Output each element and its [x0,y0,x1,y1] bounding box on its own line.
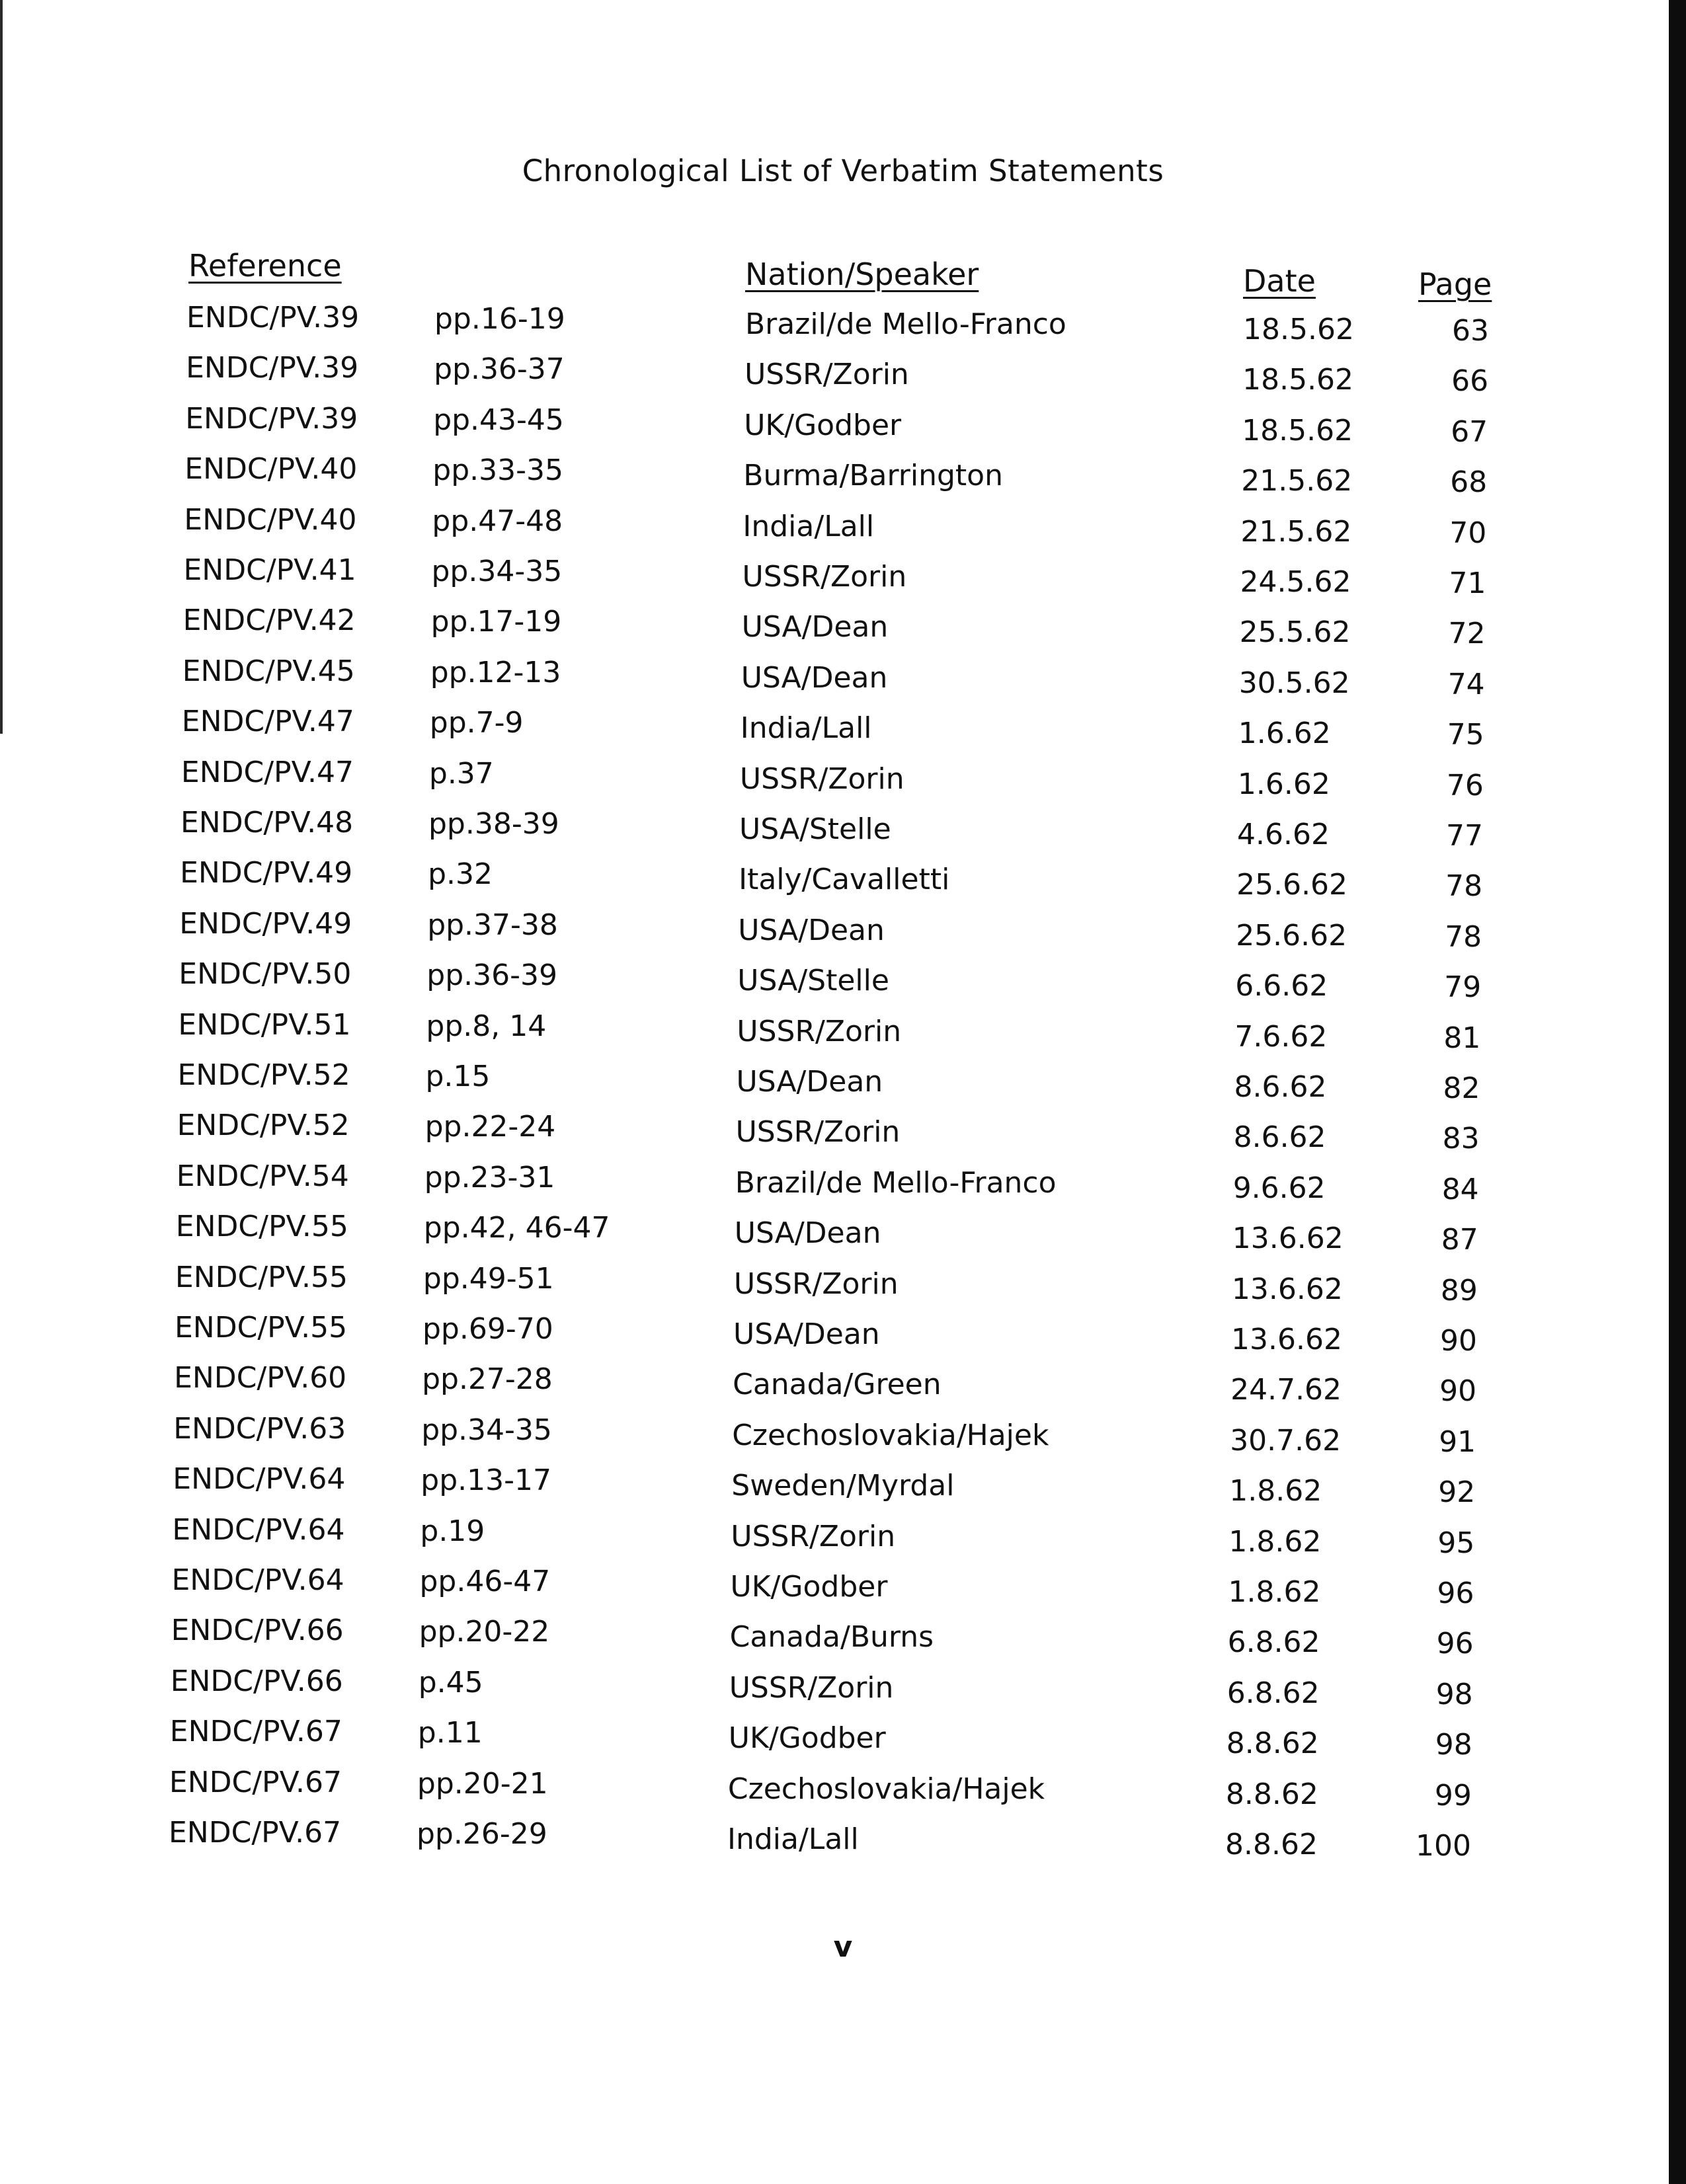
reference-cell: ENDC/PV.41 [183,553,356,587]
pages-cell: pp.26-29 [417,1817,547,1851]
page-title: Chronological List of Verbatim Statements [522,153,1164,188]
page-cell: 78 [1445,919,1482,954]
date-cell: 30.5.62 [1238,666,1350,700]
table-row [0,1614,1686,1660]
page-cell: 98 [1435,1677,1473,1711]
reference-cell: ENDC/PV.40 [184,502,357,537]
nation-speaker-cell: USA/Dean [734,1216,881,1251]
date-cell: 8.6.62 [1233,1120,1326,1155]
page-cell: 95 [1437,1526,1475,1560]
reference-cell: ENDC/PV.42 [182,604,356,638]
page-cell: 98 [1435,1728,1472,1762]
nation-speaker-cell: USSR/Zorin [739,761,904,796]
pages-cell: pp.7-9 [429,706,524,740]
table-row [0,856,1686,902]
reference-cell: ENDC/PV.52 [177,1058,350,1092]
reference-cell: ENDC/PV.39 [186,301,360,334]
date-cell: 4.6.62 [1237,818,1330,851]
nation-speaker-cell: USA/Stelle [739,812,891,846]
reference-cell: ENDC/PV.67 [169,1816,342,1850]
header-page: Page [1418,266,1492,302]
table-row [0,402,1686,448]
table-row [0,1816,1686,1862]
table-row [0,756,1686,802]
date-cell: 18.5.62 [1242,413,1353,448]
pages-cell: pp.37-38 [427,908,558,942]
page-cell: 90 [1440,1324,1477,1358]
nation-speaker-cell: USA/Dean [741,660,888,695]
table-row [0,1311,1686,1357]
date-cell: 21.5.62 [1241,464,1353,498]
reference-cell: ENDC/PV.55 [175,1210,348,1244]
page-cell: 92 [1438,1475,1476,1510]
nation-speaker-cell: India/Lall [740,711,872,746]
reference-cell: ENDC/PV.60 [174,1361,347,1395]
nation-speaker-cell: Czechoslovakia/Hajek [732,1418,1049,1452]
date-cell: 8.8.62 [1225,1828,1318,1861]
page-cell: 77 [1446,819,1483,853]
reference-cell: ENDC/PV.55 [175,1311,348,1345]
pages-cell: pp.17-19 [430,605,562,639]
pages-cell: pp.36-37 [434,352,565,387]
date-cell: 1.6.62 [1238,717,1331,751]
reference-cell: ENDC/PV.67 [169,1765,342,1799]
table-row [0,1766,1686,1812]
page-cell: 83 [1442,1122,1480,1156]
pages-cell: pp.20-22 [419,1615,550,1649]
header-nation-speaker: Nation/Speaker [745,256,979,292]
date-cell: 30.7.62 [1230,1423,1342,1458]
table-row [0,1261,1686,1307]
pages-cell: pp.47-48 [432,504,563,538]
nation-speaker-cell: USSR/Zorin [729,1670,894,1705]
reference-cell: ENDC/PV.50 [179,957,352,992]
nation-speaker-cell: UK/Godber [730,1570,888,1604]
reference-cell: ENDC/PV.45 [182,654,355,688]
page-cell: 81 [1443,1021,1481,1055]
reference-cell: ENDC/PV.63 [173,1411,346,1446]
table-row [0,1563,1686,1610]
pages-cell: p.45 [418,1665,483,1699]
nation-speaker-cell: India/Lall [743,509,875,543]
reference-cell: ENDC/PV.66 [171,1614,344,1648]
table-row [0,1008,1686,1054]
date-cell: 13.6.62 [1231,1323,1342,1356]
pages-cell: pp.34-35 [421,1413,552,1447]
page-cell: 84 [1441,1172,1479,1206]
page-cell: 74 [1447,667,1485,701]
date-cell: 21.5.62 [1240,514,1352,549]
date-cell: 13.6.62 [1232,1222,1344,1256]
pages-cell: p.32 [428,857,493,892]
pages-cell: pp.69-70 [422,1312,553,1346]
nation-speaker-cell: USA/Dean [738,913,885,947]
nation-speaker-cell: USA/Stelle [737,964,889,998]
table-row [0,1210,1686,1256]
date-cell: 1.8.62 [1228,1575,1321,1609]
reference-cell: ENDC/PV.47 [181,705,354,739]
nation-speaker-cell: UK/Godber [728,1721,886,1756]
date-cell: 6.8.62 [1226,1676,1320,1710]
pages-cell: pp.23-31 [424,1160,555,1194]
table-row [0,1159,1686,1206]
date-cell: 1.8.62 [1229,1474,1322,1508]
pages-cell: p.19 [420,1514,485,1548]
reference-cell: ENDC/PV.39 [185,401,358,436]
page-cell: 63 [1452,314,1489,348]
pages-cell: pp.42, 46-47 [423,1211,610,1245]
table-row [0,1513,1686,1559]
table-row [0,1462,1686,1508]
pages-cell: pp.22-24 [424,1110,556,1144]
reference-cell: ENDC/PV.54 [176,1159,349,1193]
pages-cell: pp.36-39 [426,958,557,993]
table-row [0,806,1686,852]
table-row [0,654,1686,701]
reference-cell: ENDC/PV.64 [172,1512,345,1547]
page-cell: 91 [1439,1424,1476,1459]
page-cell: 82 [1443,1072,1480,1105]
pages-cell: pp.43-45 [433,403,564,437]
pages-cell: pp.33-35 [432,453,563,488]
page-cell: 66 [1451,364,1489,399]
nation-speaker-cell: Brazil/de Mello-Franco [735,1165,1057,1200]
reference-cell: ENDC/PV.64 [171,1563,344,1597]
page-cell: 76 [1446,768,1484,802]
table-row [0,1664,1686,1711]
pages-cell: p.11 [417,1716,483,1750]
date-cell: 18.5.62 [1242,363,1354,397]
nation-speaker-cell: USA/Dean [741,610,889,644]
page-cell: 100 [1416,1829,1471,1863]
pages-cell: pp.34-35 [431,555,563,588]
reference-cell: ENDC/PV.39 [186,351,359,385]
reference-cell: ENDC/PV.40 [184,452,358,487]
pages-cell: p.37 [428,756,494,791]
pages-cell: pp.13-17 [421,1463,551,1498]
reference-cell: ENDC/PV.64 [173,1462,346,1497]
nation-speaker-cell: USSR/Zorin [744,358,909,392]
table-row [0,705,1686,751]
nation-speaker-cell: Brazil/de Mello-Franco [745,307,1066,341]
date-cell: 7.6.62 [1234,1019,1328,1054]
table-row [0,1058,1686,1105]
table-row [0,1412,1686,1458]
page-cell: 79 [1444,970,1482,1005]
reference-cell: ENDC/PV.49 [179,906,352,941]
page-cell: 68 [1450,465,1488,500]
reference-cell: ENDC/PV.49 [180,856,353,890]
table-row [0,301,1686,347]
pages-cell: pp.16-19 [434,302,565,336]
pages-cell: pp.8, 14 [426,1009,547,1043]
table-row [0,452,1686,498]
table-row [0,1715,1686,1761]
pages-cell: pp.49-51 [422,1261,554,1296]
reference-cell: ENDC/PV.47 [181,755,354,789]
pages-cell: pp.46-47 [419,1565,551,1598]
header-date: Date [1243,263,1316,299]
reference-cell: ENDC/PV.51 [178,1007,351,1042]
table-row [0,604,1686,650]
date-cell: 9.6.62 [1232,1171,1326,1205]
nation-speaker-cell: Canada/Green [733,1368,942,1402]
table-row [0,907,1686,953]
page-cell: 89 [1440,1273,1478,1307]
page-cell: 87 [1441,1223,1478,1257]
nation-speaker-cell: Burma/Barrington [743,459,1003,493]
reference-cell: ENDC/PV.55 [175,1260,348,1294]
page-cell: 90 [1439,1374,1477,1409]
page-cell: 99 [1434,1778,1472,1813]
date-cell: 25.6.62 [1236,868,1348,902]
reference-cell: ENDC/PV.66 [170,1664,343,1698]
reference-cell: ENDC/PV.67 [169,1715,342,1749]
table-row [0,351,1686,397]
date-cell: 6.6.62 [1235,969,1328,1003]
date-cell: 25.6.62 [1236,918,1347,953]
nation-speaker-cell: USA/Dean [733,1317,880,1351]
page-cell: 71 [1449,566,1486,600]
nation-speaker-cell: Italy/Cavalletti [739,863,950,897]
page-number: v [833,1930,853,1964]
page-cell: 96 [1436,1627,1474,1661]
page-cell: 72 [1448,617,1486,651]
date-cell: 8.6.62 [1234,1070,1327,1104]
table-row [0,1361,1686,1407]
header-reference: Reference [188,248,342,284]
page-cell: 78 [1445,869,1483,904]
table-row [0,1109,1686,1155]
date-cell: 13.6.62 [1231,1272,1343,1306]
pages-cell: pp.27-28 [422,1362,553,1397]
nation-speaker-cell: USSR/Zorin [737,1014,902,1048]
table-row [0,957,1686,1003]
date-cell: 18.5.62 [1243,313,1354,346]
reference-cell: ENDC/PV.48 [181,806,354,839]
pages-cell: pp.38-39 [428,807,559,841]
nation-speaker-cell: USSR/Zorin [731,1519,896,1553]
page-cell: 70 [1449,516,1487,550]
date-cell: 8.8.62 [1225,1777,1318,1811]
page-cell: 67 [1451,414,1488,449]
nation-speaker-cell: Canada/Burns [729,1620,934,1655]
nation-speaker-cell: USSR/Zorin [733,1267,899,1301]
date-cell: 24.7.62 [1230,1373,1342,1407]
date-cell: 1.6.62 [1237,767,1330,801]
nation-speaker-cell: USSR/Zorin [735,1115,901,1150]
date-cell: 6.8.62 [1227,1625,1320,1660]
pages-cell: pp.12-13 [430,655,561,689]
page-cell: 96 [1437,1577,1474,1610]
nation-speaker-cell: Sweden/Myrdal [731,1469,955,1503]
table-row [0,503,1686,549]
page-cell: 75 [1447,718,1484,752]
nation-speaker-cell: USA/Dean [736,1065,883,1099]
nation-speaker-cell: USSR/Zorin [742,560,907,594]
date-cell: 25.5.62 [1239,615,1351,650]
date-cell: 8.8.62 [1226,1727,1319,1761]
nation-speaker-cell: UK/Godber [744,408,902,442]
pages-cell: p.15 [425,1060,491,1093]
date-cell: 24.5.62 [1240,565,1351,599]
pages-cell: pp.20-21 [417,1766,548,1801]
table-row [0,553,1686,600]
reference-cell: ENDC/PV.52 [177,1109,350,1143]
nation-speaker-cell: Czechoslovakia/Hajek [727,1772,1045,1806]
date-cell: 1.8.62 [1228,1524,1322,1559]
nation-speaker-cell: India/Lall [727,1822,859,1856]
